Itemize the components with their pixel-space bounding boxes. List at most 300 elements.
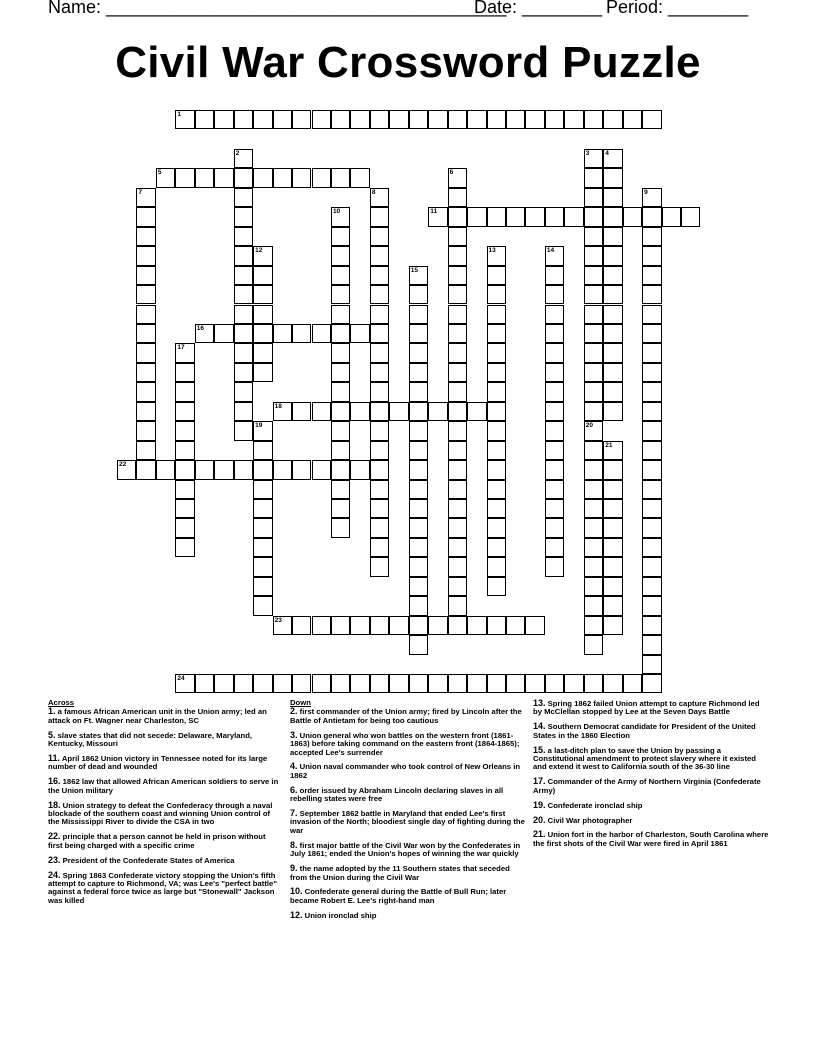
- crossword-cell[interactable]: [253, 557, 272, 576]
- crossword-cell[interactable]: [525, 616, 544, 635]
- crossword-cell[interactable]: [642, 557, 661, 576]
- crossword-cell[interactable]: [487, 207, 506, 226]
- crossword-cell[interactable]: [603, 324, 622, 343]
- crossword-cell[interactable]: [273, 402, 292, 421]
- crossword-cell[interactable]: [448, 616, 467, 635]
- crossword-cell[interactable]: [312, 324, 331, 343]
- crossword-cell[interactable]: [273, 460, 292, 479]
- crossword-cell[interactable]: [214, 460, 233, 479]
- crossword-cell[interactable]: [136, 266, 155, 285]
- crossword-cell[interactable]: [292, 168, 311, 187]
- crossword-cell[interactable]: [545, 110, 564, 129]
- crossword-cell[interactable]: [642, 305, 661, 324]
- crossword-cell[interactable]: [409, 538, 428, 557]
- crossword-cell[interactable]: [603, 441, 622, 460]
- crossword-cell[interactable]: [409, 460, 428, 479]
- crossword-cell[interactable]: [409, 616, 428, 635]
- crossword-cell[interactable]: [156, 168, 175, 187]
- crossword-cell[interactable]: [506, 674, 525, 693]
- crossword-cell[interactable]: [136, 227, 155, 246]
- crossword-cell[interactable]: [603, 518, 622, 537]
- crossword-cell[interactable]: [175, 538, 194, 557]
- crossword-cell[interactable]: [603, 266, 622, 285]
- crossword-cell[interactable]: [136, 188, 155, 207]
- crossword-cell[interactable]: [136, 324, 155, 343]
- crossword-cell[interactable]: [136, 305, 155, 324]
- crossword-cell[interactable]: [350, 674, 369, 693]
- crossword-cell[interactable]: [467, 207, 486, 226]
- crossword-cell[interactable]: [603, 382, 622, 401]
- crossword-cell[interactable]: [273, 616, 292, 635]
- crossword-cell[interactable]: [487, 402, 506, 421]
- crossword-cell[interactable]: [584, 557, 603, 576]
- crossword-cell[interactable]: [487, 343, 506, 362]
- crossword-cell[interactable]: [487, 382, 506, 401]
- crossword-cell[interactable]: [642, 674, 661, 693]
- crossword-cell[interactable]: [564, 110, 583, 129]
- crossword-cell[interactable]: [234, 343, 253, 362]
- crossword-cell[interactable]: [409, 480, 428, 499]
- crossword-cell[interactable]: [292, 324, 311, 343]
- crossword-cell[interactable]: [487, 441, 506, 460]
- crossword-cell[interactable]: [448, 499, 467, 518]
- crossword-cell[interactable]: [545, 460, 564, 479]
- crossword-cell[interactable]: [370, 460, 389, 479]
- crossword-cell[interactable]: [234, 402, 253, 421]
- crossword-cell[interactable]: [545, 305, 564, 324]
- crossword-cell[interactable]: [487, 363, 506, 382]
- crossword-cell[interactable]: [370, 499, 389, 518]
- crossword-cell[interactable]: [136, 207, 155, 226]
- crossword-cell[interactable]: [331, 616, 350, 635]
- crossword-cell[interactable]: [448, 674, 467, 693]
- crossword-cell[interactable]: [136, 343, 155, 362]
- crossword-cell[interactable]: [584, 538, 603, 557]
- crossword-cell[interactable]: [214, 674, 233, 693]
- crossword-cell[interactable]: [448, 538, 467, 557]
- crossword-cell[interactable]: [370, 343, 389, 362]
- crossword-cell[interactable]: [273, 168, 292, 187]
- crossword-cell[interactable]: [350, 460, 369, 479]
- crossword-cell[interactable]: [467, 402, 486, 421]
- crossword-cell[interactable]: [448, 168, 467, 187]
- crossword-cell[interactable]: [389, 402, 408, 421]
- crossword-cell[interactable]: [409, 674, 428, 693]
- crossword-cell[interactable]: [331, 246, 350, 265]
- crossword-cell[interactable]: [448, 285, 467, 304]
- crossword-cell[interactable]: [156, 460, 175, 479]
- crossword-cell[interactable]: [603, 149, 622, 168]
- crossword-cell[interactable]: [487, 518, 506, 537]
- crossword-cell[interactable]: [389, 674, 408, 693]
- crossword-cell[interactable]: [331, 674, 350, 693]
- crossword-cell[interactable]: [584, 324, 603, 343]
- crossword-cell[interactable]: [584, 596, 603, 615]
- crossword-cell[interactable]: [253, 538, 272, 557]
- crossword-cell[interactable]: [331, 402, 350, 421]
- crossword-cell[interactable]: [545, 441, 564, 460]
- crossword-cell[interactable]: [642, 343, 661, 362]
- crossword-cell[interactable]: [253, 480, 272, 499]
- crossword-cell[interactable]: [487, 110, 506, 129]
- crossword-cell[interactable]: [487, 324, 506, 343]
- crossword-cell[interactable]: [292, 616, 311, 635]
- crossword-cell[interactable]: [603, 363, 622, 382]
- crossword-cell[interactable]: [448, 305, 467, 324]
- crossword-cell[interactable]: [253, 343, 272, 362]
- crossword-cell[interactable]: [642, 441, 661, 460]
- crossword-cell[interactable]: [350, 324, 369, 343]
- crossword-cell[interactable]: [409, 499, 428, 518]
- name-field[interactable]: Name: ________________________________________: [48, 0, 507, 17]
- crossword-cell[interactable]: [370, 324, 389, 343]
- crossword-cell[interactable]: [448, 557, 467, 576]
- crossword-cell[interactable]: [487, 460, 506, 479]
- crossword-cell[interactable]: [409, 305, 428, 324]
- crossword-cell[interactable]: [428, 674, 447, 693]
- crossword-cell[interactable]: [428, 207, 447, 226]
- crossword-cell[interactable]: [234, 246, 253, 265]
- crossword-cell[interactable]: [214, 168, 233, 187]
- crossword-cell[interactable]: [195, 460, 214, 479]
- crossword-cell[interactable]: [331, 168, 350, 187]
- crossword-cell[interactable]: [642, 188, 661, 207]
- crossword-cell[interactable]: [584, 480, 603, 499]
- crossword-cell[interactable]: [175, 441, 194, 460]
- crossword-cell[interactable]: [370, 480, 389, 499]
- crossword-cell[interactable]: [175, 499, 194, 518]
- crossword-cell[interactable]: [642, 227, 661, 246]
- crossword-cell[interactable]: [448, 324, 467, 343]
- crossword-cell[interactable]: [545, 499, 564, 518]
- crossword-cell[interactable]: [409, 577, 428, 596]
- crossword-cell[interactable]: [370, 538, 389, 557]
- crossword-cell[interactable]: [448, 343, 467, 362]
- crossword-cell[interactable]: [487, 305, 506, 324]
- crossword-cell[interactable]: [448, 188, 467, 207]
- crossword-cell[interactable]: [448, 382, 467, 401]
- crossword-cell[interactable]: [331, 285, 350, 304]
- crossword-cell[interactable]: [584, 616, 603, 635]
- crossword-cell[interactable]: [331, 343, 350, 362]
- crossword-cell[interactable]: [234, 110, 253, 129]
- crossword-cell[interactable]: [623, 674, 642, 693]
- crossword-cell[interactable]: [331, 227, 350, 246]
- crossword-cell[interactable]: [350, 168, 369, 187]
- crossword-cell[interactable]: [681, 207, 700, 226]
- crossword-cell[interactable]: [370, 616, 389, 635]
- crossword-cell[interactable]: [506, 207, 525, 226]
- crossword-cell[interactable]: [370, 207, 389, 226]
- crossword-cell[interactable]: [253, 674, 272, 693]
- crossword-cell[interactable]: [253, 421, 272, 440]
- crossword-cell[interactable]: [253, 168, 272, 187]
- crossword-cell[interactable]: [584, 499, 603, 518]
- crossword-cell[interactable]: [136, 363, 155, 382]
- crossword-cell[interactable]: [409, 382, 428, 401]
- crossword-cell[interactable]: [370, 518, 389, 537]
- crossword-cell[interactable]: [331, 207, 350, 226]
- crossword-cell[interactable]: [603, 285, 622, 304]
- crossword-cell[interactable]: [487, 421, 506, 440]
- crossword-cell[interactable]: [642, 402, 661, 421]
- crossword-cell[interactable]: [448, 460, 467, 479]
- crossword-cell[interactable]: [253, 499, 272, 518]
- crossword-cell[interactable]: [175, 343, 194, 362]
- crossword-cell[interactable]: [370, 557, 389, 576]
- crossword-cell[interactable]: [545, 207, 564, 226]
- crossword-cell[interactable]: [234, 363, 253, 382]
- crossword-cell[interactable]: [234, 421, 253, 440]
- crossword-cell[interactable]: [545, 557, 564, 576]
- crossword-cell[interactable]: [584, 421, 603, 440]
- crossword-cell[interactable]: [448, 227, 467, 246]
- crossword-cell[interactable]: [370, 441, 389, 460]
- crossword-cell[interactable]: [603, 305, 622, 324]
- crossword-cell[interactable]: [487, 266, 506, 285]
- crossword-cell[interactable]: [136, 441, 155, 460]
- crossword-cell[interactable]: [448, 441, 467, 460]
- crossword-cell[interactable]: [370, 674, 389, 693]
- crossword-cell[interactable]: [603, 616, 622, 635]
- crossword-cell[interactable]: [584, 266, 603, 285]
- crossword-cell[interactable]: [273, 324, 292, 343]
- crossword-cell[interactable]: [409, 557, 428, 576]
- crossword-cell[interactable]: [234, 227, 253, 246]
- crossword-cell[interactable]: [195, 110, 214, 129]
- crossword-cell[interactable]: [662, 207, 681, 226]
- crossword-cell[interactable]: [370, 402, 389, 421]
- crossword-cell[interactable]: [234, 207, 253, 226]
- crossword-cell[interactable]: [642, 616, 661, 635]
- crossword-cell[interactable]: [195, 674, 214, 693]
- crossword-cell[interactable]: [584, 305, 603, 324]
- crossword-cell[interactable]: [448, 518, 467, 537]
- crossword-cell[interactable]: [428, 402, 447, 421]
- crossword-cell[interactable]: [584, 402, 603, 421]
- crossword-cell[interactable]: [331, 499, 350, 518]
- crossword-cell[interactable]: [642, 363, 661, 382]
- crossword-cell[interactable]: [350, 110, 369, 129]
- crossword-cell[interactable]: [370, 305, 389, 324]
- crossword-cell[interactable]: [409, 363, 428, 382]
- crossword-cell[interactable]: [370, 382, 389, 401]
- crossword-cell[interactable]: [642, 285, 661, 304]
- crossword-cell[interactable]: [428, 616, 447, 635]
- crossword-cell[interactable]: [584, 460, 603, 479]
- crossword-cell[interactable]: [642, 382, 661, 401]
- crossword-cell[interactable]: [545, 285, 564, 304]
- crossword-cell[interactable]: [584, 285, 603, 304]
- crossword-cell[interactable]: [642, 518, 661, 537]
- crossword-cell[interactable]: [136, 421, 155, 440]
- crossword-cell[interactable]: [234, 382, 253, 401]
- crossword-cell[interactable]: [642, 635, 661, 654]
- crossword-cell[interactable]: [175, 518, 194, 537]
- crossword-cell[interactable]: [545, 324, 564, 343]
- crossword-cell[interactable]: [623, 110, 642, 129]
- crossword-cell[interactable]: [545, 343, 564, 362]
- crossword-cell[interactable]: [584, 246, 603, 265]
- crossword-cell[interactable]: [642, 421, 661, 440]
- crossword-cell[interactable]: [253, 266, 272, 285]
- crossword-cell[interactable]: [234, 324, 253, 343]
- crossword-cell[interactable]: [331, 441, 350, 460]
- crossword-cell[interactable]: [136, 460, 155, 479]
- crossword-cell[interactable]: [175, 363, 194, 382]
- crossword-cell[interactable]: [331, 110, 350, 129]
- crossword-cell[interactable]: [506, 110, 525, 129]
- crossword-cell[interactable]: [487, 480, 506, 499]
- crossword-cell[interactable]: [292, 674, 311, 693]
- crossword-cell[interactable]: [409, 343, 428, 362]
- crossword-cell[interactable]: [642, 246, 661, 265]
- crossword-cell[interactable]: [175, 110, 194, 129]
- crossword-cell[interactable]: [253, 324, 272, 343]
- crossword-cell[interactable]: [603, 168, 622, 187]
- crossword-cell[interactable]: [409, 441, 428, 460]
- crossword-cell[interactable]: [175, 421, 194, 440]
- crossword-cell[interactable]: [312, 402, 331, 421]
- crossword-cell[interactable]: [642, 577, 661, 596]
- crossword-cell[interactable]: [370, 266, 389, 285]
- crossword-cell[interactable]: [467, 110, 486, 129]
- crossword-cell[interactable]: [487, 538, 506, 557]
- crossword-cell[interactable]: [603, 577, 622, 596]
- crossword-cell[interactable]: [370, 227, 389, 246]
- crossword-cell[interactable]: [253, 518, 272, 537]
- crossword-cell[interactable]: [253, 577, 272, 596]
- crossword-cell[interactable]: [545, 402, 564, 421]
- crossword-cell[interactable]: [584, 635, 603, 654]
- crossword-cell[interactable]: [487, 577, 506, 596]
- crossword-cell[interactable]: [253, 110, 272, 129]
- crossword-cell[interactable]: [312, 460, 331, 479]
- crossword-cell[interactable]: [584, 382, 603, 401]
- crossword-cell[interactable]: [409, 596, 428, 615]
- crossword-cell[interactable]: [409, 110, 428, 129]
- crossword-cell[interactable]: [487, 499, 506, 518]
- crossword-cell[interactable]: [584, 363, 603, 382]
- crossword-cell[interactable]: [545, 363, 564, 382]
- crossword-cell[interactable]: [136, 285, 155, 304]
- crossword-cell[interactable]: [448, 421, 467, 440]
- crossword-cell[interactable]: [642, 596, 661, 615]
- crossword-cell[interactable]: [584, 207, 603, 226]
- crossword-cell[interactable]: [545, 538, 564, 557]
- crossword-cell[interactable]: [409, 324, 428, 343]
- crossword-cell[interactable]: [584, 441, 603, 460]
- crossword-cell[interactable]: [603, 596, 622, 615]
- crossword-cell[interactable]: [603, 538, 622, 557]
- crossword-cell[interactable]: [136, 246, 155, 265]
- crossword-cell[interactable]: [136, 382, 155, 401]
- crossword-cell[interactable]: [603, 499, 622, 518]
- crossword-cell[interactable]: [175, 460, 194, 479]
- crossword-cell[interactable]: [253, 246, 272, 265]
- crossword-cell[interactable]: [370, 285, 389, 304]
- crossword-cell[interactable]: [312, 168, 331, 187]
- crossword-cell[interactable]: [331, 382, 350, 401]
- crossword-cell[interactable]: [370, 421, 389, 440]
- crossword-cell[interactable]: [195, 324, 214, 343]
- crossword-cell[interactable]: [642, 266, 661, 285]
- crossword-cell[interactable]: [234, 149, 253, 168]
- crossword-cell[interactable]: [642, 324, 661, 343]
- crossword-cell[interactable]: [564, 207, 583, 226]
- crossword-cell[interactable]: [642, 110, 661, 129]
- crossword-cell[interactable]: [487, 557, 506, 576]
- crossword-cell[interactable]: [487, 246, 506, 265]
- crossword-cell[interactable]: [448, 266, 467, 285]
- crossword-cell[interactable]: [623, 207, 642, 226]
- crossword-cell[interactable]: [603, 674, 622, 693]
- crossword-cell[interactable]: [370, 363, 389, 382]
- crossword-cell[interactable]: [253, 460, 272, 479]
- crossword-cell[interactable]: [545, 266, 564, 285]
- crossword-cell[interactable]: [525, 674, 544, 693]
- crossword-cell[interactable]: [642, 480, 661, 499]
- crossword-cell[interactable]: [331, 363, 350, 382]
- crossword-cell[interactable]: [253, 441, 272, 460]
- crossword-cell[interactable]: [584, 188, 603, 207]
- crossword-cell[interactable]: [175, 168, 194, 187]
- crossword-cell[interactable]: [448, 363, 467, 382]
- crossword-cell[interactable]: [545, 518, 564, 537]
- crossword-cell[interactable]: [642, 460, 661, 479]
- crossword-cell[interactable]: [642, 538, 661, 557]
- crossword-cell[interactable]: [253, 285, 272, 304]
- crossword-cell[interactable]: [234, 674, 253, 693]
- crossword-cell[interactable]: [409, 266, 428, 285]
- crossword-cell[interactable]: [331, 324, 350, 343]
- crossword-cell[interactable]: [487, 616, 506, 635]
- crossword-cell[interactable]: [603, 227, 622, 246]
- crossword-cell[interactable]: [331, 518, 350, 537]
- period-field[interactable]: Period: ________: [606, 0, 749, 17]
- crossword-cell[interactable]: [448, 110, 467, 129]
- crossword-cell[interactable]: [234, 188, 253, 207]
- crossword-cell[interactable]: [292, 110, 311, 129]
- crossword-cell[interactable]: [331, 480, 350, 499]
- crossword-cell[interactable]: [234, 168, 253, 187]
- crossword-cell[interactable]: [370, 188, 389, 207]
- crossword-cell[interactable]: [253, 596, 272, 615]
- crossword-cell[interactable]: [370, 110, 389, 129]
- crossword-cell[interactable]: [467, 674, 486, 693]
- crossword-cell[interactable]: [545, 480, 564, 499]
- crossword-cell[interactable]: [584, 674, 603, 693]
- crossword-cell[interactable]: [350, 616, 369, 635]
- crossword-cell[interactable]: [234, 266, 253, 285]
- crossword-cell[interactable]: [603, 207, 622, 226]
- crossword-cell[interactable]: [195, 168, 214, 187]
- crossword-cell[interactable]: [331, 421, 350, 440]
- crossword-cell[interactable]: [409, 518, 428, 537]
- crossword-cell[interactable]: [175, 382, 194, 401]
- crossword-cell[interactable]: [136, 402, 155, 421]
- crossword-cell[interactable]: [467, 616, 486, 635]
- crossword-cell[interactable]: [331, 460, 350, 479]
- crossword-cell[interactable]: [234, 285, 253, 304]
- crossword-cell[interactable]: [525, 110, 544, 129]
- crossword-cell[interactable]: [603, 188, 622, 207]
- crossword-cell[interactable]: [312, 674, 331, 693]
- crossword-cell[interactable]: [545, 382, 564, 401]
- crossword-cell[interactable]: [331, 266, 350, 285]
- crossword-cell[interactable]: [642, 499, 661, 518]
- crossword-cell[interactable]: [350, 402, 369, 421]
